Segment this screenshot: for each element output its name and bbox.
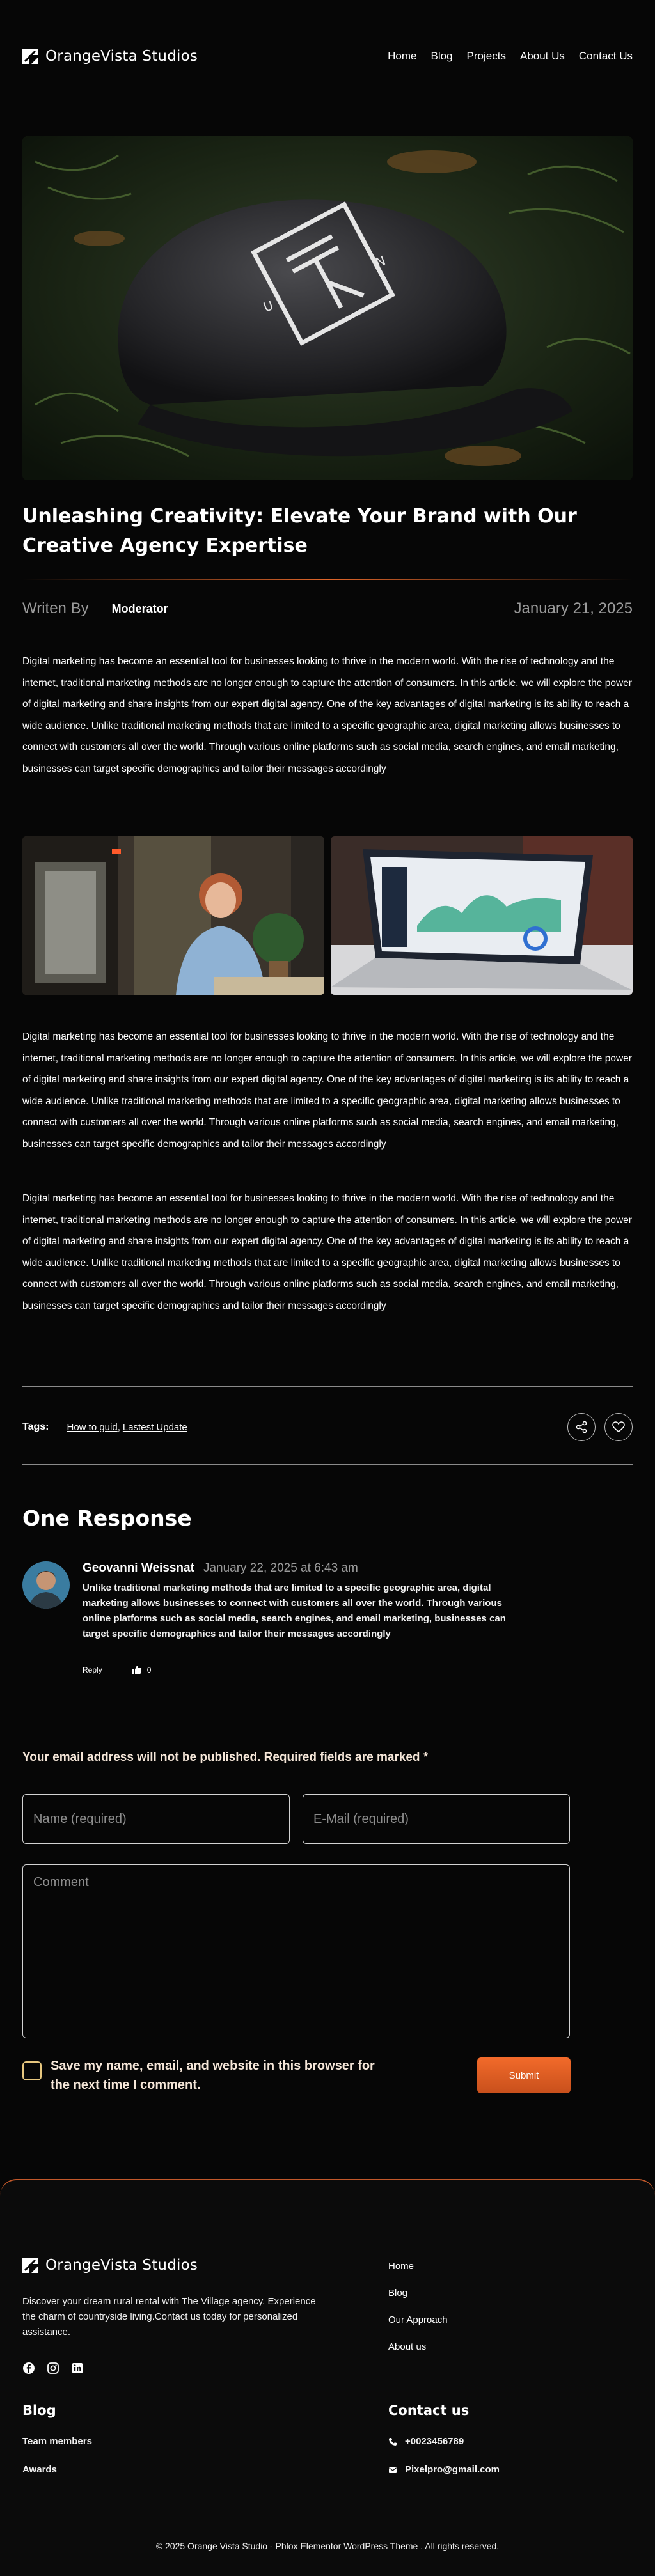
- footer-link-blog[interactable]: Blog: [388, 2288, 408, 2299]
- submit-button[interactable]: Submit: [477, 2057, 571, 2093]
- svg-text:N: N: [373, 253, 388, 270]
- laptop-photo: [331, 836, 633, 995]
- footer-logo-icon: [22, 2258, 38, 2273]
- tag-how-to[interactable]: How to guid: [67, 1421, 118, 1433]
- footer-link-approach[interactable]: Our Approach: [388, 2314, 448, 2325]
- footer-brand[interactable]: [22, 2257, 198, 2274]
- reply-link[interactable]: Reply: [83, 1666, 102, 1674]
- footer-phone[interactable]: [388, 2436, 464, 2447]
- like-post-button[interactable]: [604, 1413, 633, 1441]
- byline-label: Writen By: [22, 600, 89, 617]
- comment-date: January 22, 2025 at 6:43 am: [203, 1561, 358, 1575]
- nav-home[interactable]: Home: [388, 50, 417, 62]
- comment-like-button[interactable]: [132, 1665, 152, 1675]
- comment-textarea[interactable]: [22, 1864, 570, 2038]
- site-header: [22, 45, 633, 68]
- save-info-label: Save my name, email, and website in this browser for the next time I comment.: [51, 2059, 375, 2092]
- comment-header: [83, 1561, 530, 1575]
- save-info-row: [22, 2056, 387, 2095]
- phone-number: +0023456789: [405, 2436, 464, 2447]
- tags-divider-bottom: [22, 1464, 633, 1465]
- office-photo: [22, 836, 324, 995]
- tags-label: Tags:: [22, 1421, 49, 1432]
- nav-about[interactable]: About Us: [519, 50, 565, 62]
- tags-row: [22, 1413, 633, 1441]
- email-input[interactable]: [303, 1794, 570, 1844]
- post-paragraph-2: Digital marketing has become an essential tool for businesses looking to thrive in the modern world. With the rise of technology and the internet, traditional marketing methods are no longer enough to capture the attention of consumers. In this article, we will explore the power of digital marketing and share insights from our expert digital agency. One of the key advantages of digital marketing is its ability to reach a wide audience. Unlike traditional marketing methods that are limited to a specific geographic area, digital marketing allows businesses to connect with customers all over the world. Through various online platforms such as social media, search engines, and email marketing, businesses can target specific demographics and tailor their messages accordingly: [22, 1031, 632, 1150]
- mail-icon: [388, 2465, 397, 2474]
- main-nav: [388, 50, 633, 63]
- footer-contact-title: Contact us: [388, 2403, 470, 2418]
- post-actions: [567, 1413, 633, 1441]
- share-icon: [575, 1421, 588, 1433]
- name-input[interactable]: [22, 1794, 290, 1844]
- site-footer: [0, 2179, 655, 2576]
- share-button[interactable]: [567, 1413, 596, 1441]
- form-note: Your email address will not be published. Required fields are marked *: [22, 1751, 429, 1764]
- heart-icon: [612, 1421, 625, 1433]
- footer-description: Discover your dream rural rental with The Village agency. Experience the charm of countryside living.Contact us today for personalized assistance.: [22, 2296, 316, 2338]
- copyright: © 2025 Orange Vista Studio - Phlox Elementor WordPress Theme . All rights reserved.: [155, 2541, 500, 2551]
- social-links: [22, 2362, 84, 2375]
- nav-projects[interactable]: Projects: [466, 50, 506, 62]
- hero-image: [22, 136, 633, 480]
- instagram-icon[interactable]: [47, 2362, 59, 2375]
- footer-link-about[interactable]: About us: [388, 2341, 427, 2352]
- tag-latest-update[interactable]: Lastest Update: [122, 1421, 187, 1433]
- post-paragraph-3: Digital marketing has become an essential tool for businesses looking to thrive in the modern world. With the rise of technology and the internet, traditional marketing methods are no longer enough to capture the attention of consumers. In this article, we will explore the power of digital marketing and share insights from our expert digital agency. One of the key advantages of digital marketing is its ability to reach a wide audience. Unlike traditional marketing methods that are limited to a specific geographic area, digital marketing allows businesses to connect with customers all over the world. Through various online platforms such as social media, search engines, and email marketing, businesses can target specific demographics and tailor their messages accordingly: [22, 1193, 632, 1311]
- commenter-name: Geovanni Weissnat: [83, 1561, 194, 1575]
- footer-email[interactable]: [388, 2464, 500, 2475]
- nav-contact[interactable]: Contact Us: [578, 50, 633, 62]
- post-date: January 21, 2025: [514, 600, 633, 617]
- comment-actions: [83, 1665, 151, 1675]
- save-info-checkbox[interactable]: [22, 2061, 42, 2080]
- footer-brand-name: OrangeVista Studios: [45, 2257, 198, 2274]
- logo-icon: [22, 49, 38, 64]
- facebook-icon[interactable]: [22, 2362, 35, 2375]
- tag-separator: ,: [117, 1421, 120, 1433]
- comment-body: [83, 1561, 530, 1642]
- brand-name: OrangeVista Studios: [45, 48, 198, 65]
- footer-link-home[interactable]: Home: [388, 2261, 414, 2272]
- linkedin-icon[interactable]: [71, 2362, 84, 2375]
- svg-text:U: U: [261, 297, 276, 315]
- footer-blog-title: Blog: [22, 2403, 56, 2418]
- avatar: [22, 1561, 70, 1609]
- email-address: Pixelpro@gmail.com: [405, 2464, 500, 2475]
- footer-team-link[interactable]: Team members: [22, 2436, 92, 2447]
- post-paragraph-1: Digital marketing has become an essential tool for businesses looking to thrive in the modern world. With the rise of technology and the internet, traditional marketing methods are no longer enough to capture the attention of consumers. In this article, we will explore the power of digital marketing and share insights from our expert digital agency. One of the key advantages of digital marketing is its ability to reach a wide audience. Unlike traditional marketing methods that are limited to a specific geographic area, digital marketing allows businesses to connect with customers all over the world. Through various online platforms such as social media, search engines, and email marketing, businesses can target specific demographics and tailor their messages accordingly: [22, 656, 632, 774]
- footer-awards-link[interactable]: Awards: [22, 2464, 57, 2475]
- like-count: 0: [146, 1666, 152, 1674]
- author-name[interactable]: Moderator: [111, 602, 168, 615]
- responses-title: One Response: [22, 1506, 192, 1531]
- comment-text: Unlike traditional marketing methods that are limited to a specific geographic area, digital marketing allows businesses to connect with customers all over the world. Through various online platforms such as social media, search engines, and email marketing, businesses can target specific demographics and tailor their messages accordingly: [83, 1582, 506, 1639]
- title-divider: [22, 579, 633, 580]
- thumbs-up-icon: [132, 1665, 142, 1675]
- nav-blog[interactable]: Blog: [430, 50, 453, 62]
- brand[interactable]: [22, 48, 198, 65]
- byline: [22, 598, 633, 619]
- tags-divider-top: [22, 1386, 633, 1387]
- post-title: Unleashing Creativity: Elevate Your Brand with Our Creative Agency Expertise: [22, 505, 577, 557]
- phone-icon: [388, 2437, 397, 2446]
- footer-links: [388, 2261, 448, 2368]
